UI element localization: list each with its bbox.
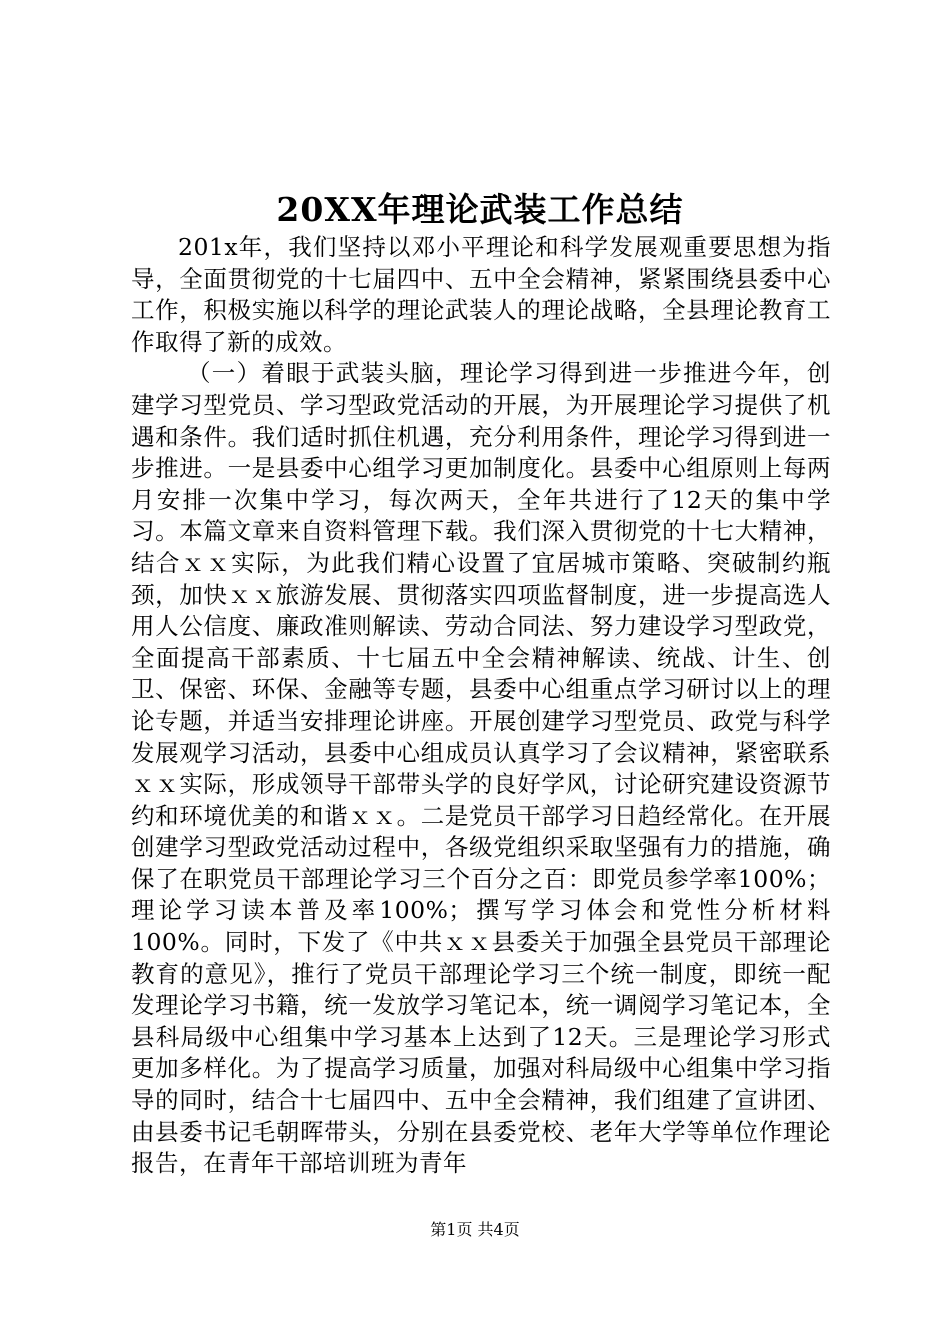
document-title: 20XX年理论武装工作总结 [276, 190, 684, 229]
page-number-footer: 第1页 共4页 [430, 1220, 520, 1239]
paragraph-intro: 201x年，我们坚持以邓小平理论和科学发展观重要思想为指导，全面贯彻党的十七届四中、五中全会精神，紧紧围绕县委中心工作，积极实施以科学的理论武装人的理论战略，全县理论教育工作取得了新的成效。 [131, 233, 831, 356]
paragraph-section-1: （一）着眼于武装头脑，理论学习得到进一步推进今年，创建学习型党员、学习型政党活动的开展，为开展理论学习提供了机遇和条件。我们适时抓住机遇，充分利用条件，理论学习得到进一步推进。一是县委中心组学习更加制度化。县委中心组原则上每两月安排一次集中学习，每次两天，全年共进行了12天的集中学习。本篇文章来自资料管理下载。我们深入贯彻党的十七大精神，结合ｘｘ实际，为此我们精心设置了宜居城市策略、突破制约瓶颈，加快ｘｘ旅游发展、贯彻落实四项监督制度，进一步提高选人用人公信度、廉政准则解读、劳动合同法、努力建设学习型政党，全面提高干部素质、十七届五中全会精神解读、统战、计生、创卫、保密、环保、金融等专题，县委中心组重点学习研讨以上的理论专题，并适当安排理论讲座。开展创建学习型党员、政党与科学发展观学习活动，县委中心组成员认真学习了会议精神，紧密联系ｘｘ实际，形成领导干部带头学的良好学风，讨论研究建设资源节约和环境优美的和谐ｘｘ。二是党员干部学习日趋经常化。在开展创建学习型政党活动过程中，各级党组织采取坚强有力的措施，确保了在职党员干部理论学习三个百分之百：即党员参学率100%；理论学习读本普及率100%；撰写学习体会和党性分析材料100%。同时，下发了《中共ｘｘ县委关于加强全县党员干部理论教育的意见》，推行了党员干部理论学习三个统一制度，即统一配发理论学习书籍，统一发放学习笔记本，统一调阅学习笔记本，全县科局级中心组集中学习基本上达到了12天。三是理论学习形式更加多样化。为了提高学习质量，加强对科局级中心组集中学习指导的同时，结合十七届四中、五中全会精神，我们组建了宣讲团、由县委书记毛朝晖带头，分别在县委党校、老年大学等单位作理论报告，在青年干部培训班为青年 [131, 359, 831, 1178]
document-body [131, 232, 831, 1180]
